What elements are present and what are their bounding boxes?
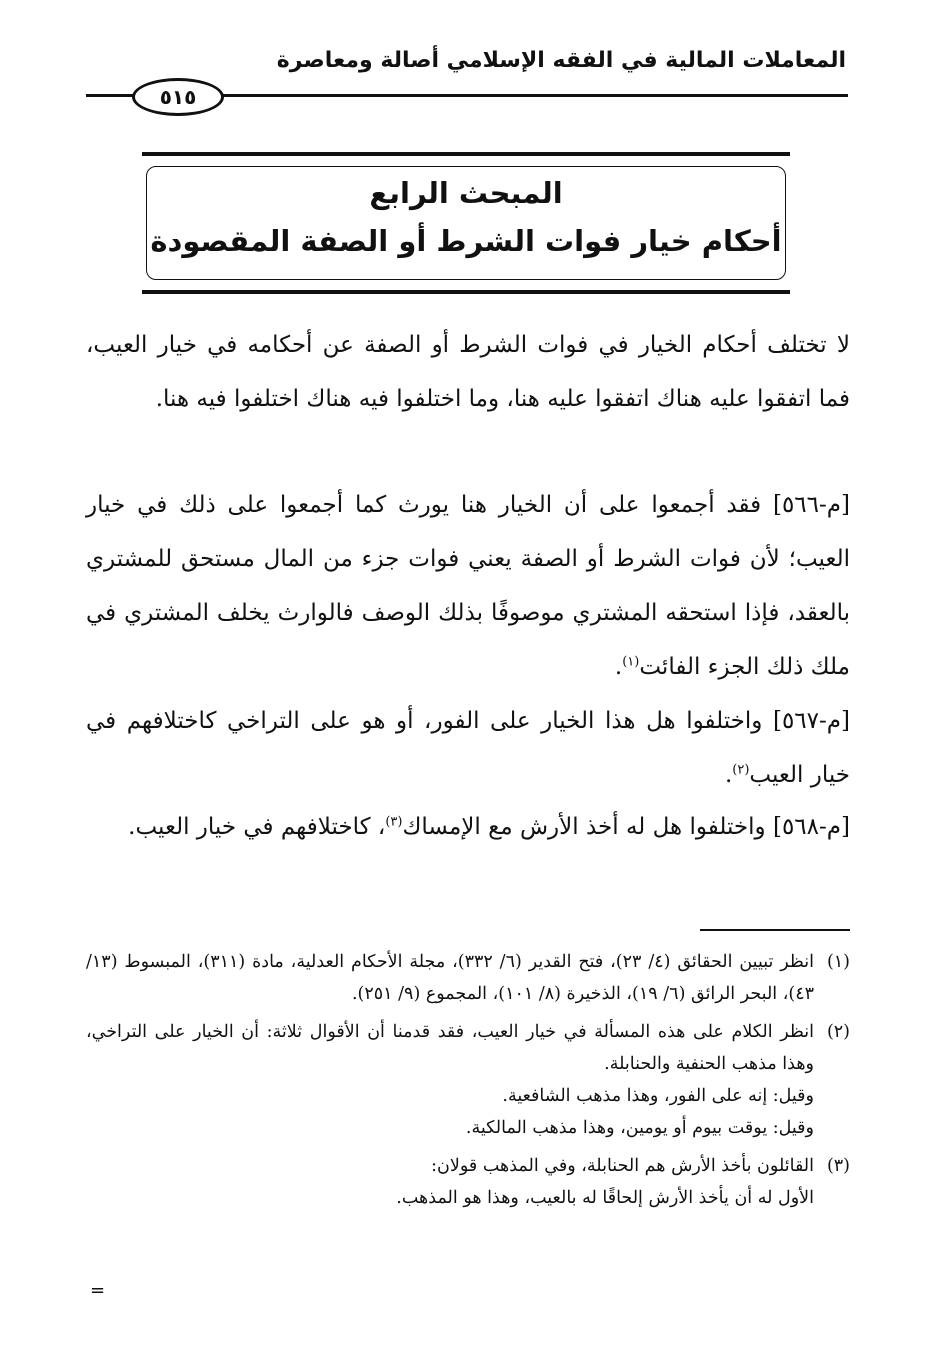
title-box-top-rule (142, 152, 790, 156)
paragraph-body (86, 800, 850, 854)
footnote-separator (700, 929, 850, 931)
footnote-text: وقيل: يوقت بيوم أو يومين، وهذا مذهب المالكية. (465, 1118, 814, 1138)
continuation-mark: = (90, 1280, 106, 1301)
footnote-3 (86, 1150, 850, 1214)
page-number-badge (132, 78, 224, 116)
paragraph-text: ، كاختلافهم في خيار العيب. (128, 814, 386, 840)
paragraph-end: . (614, 654, 623, 680)
paragraph-body (86, 478, 850, 694)
running-header-title: المعاملات المالية في الفقه الإسلامي أصالة ومعاصرة (276, 48, 846, 73)
section-subheading: أحكام خيار فوات الشرط أو الصفة المقصودة (150, 224, 782, 258)
footnote-text: الأول له أن يأخذ الأرش إلحاقًا له بالعيب، وهذا هو المذهب. (396, 1188, 814, 1208)
title-box-bottom-rule (142, 290, 790, 294)
footnote-number: (١) (826, 952, 850, 972)
footnote-text: القائلون بأخذ الأرش هم الحنابلة، وفي المذهب قولان: (431, 1156, 814, 1176)
paragraph-4 (86, 800, 850, 854)
paragraph-body (86, 694, 850, 802)
footnote-ref-1[interactable]: (١) (622, 654, 640, 670)
footnote-number: (٣) (826, 1156, 850, 1176)
footnote-1 (86, 946, 850, 1010)
paragraph-text: [م-٥٦٦] فقد أجمعوا على أن الخيار هنا يورث كما أجمعوا على ذلك في خيار العيب؛ لأن فوات الشرط أو الصفة يعني فوات جزء من المال مستحق للمشتري بالعقد، فإذا استحقه المشتري موصوفًا بذلك الوصف فالوارث يخلف المشتري في ملك ذلك الجزء الفائت (86, 492, 850, 680)
footnote-ref-3[interactable]: (٣) (385, 814, 403, 830)
footnote-text: انظر تبيين الحقائق (٤/ ٢٣)، فتح القدير (٦/ ٣٣٢)، مجلة الأحكام العدلية، مادة (٣١١)، المبسوط (١٣/ ٤٣)، البحر الرائق (٦/ ١٩)، الذخيرة (٨/ ١٠١)، المجموع (٩/ ٢٥١). (86, 952, 815, 1004)
section-title-box (142, 152, 790, 294)
paragraph-1 (86, 318, 850, 426)
paragraph-text: لا تختلف أحكام الخيار في فوات الشرط أو الصفة عن أحكامه في خيار العيب، فما اتفقوا عليه هناك اتفقوا عليه هنا، وما اختلفوا فيه هناك اختلفوا فيه هنا. (86, 332, 850, 412)
footnote-2 (86, 1016, 850, 1144)
footnote-text: انظر الكلام على هذه المسألة في خيار العيب، فقد قدمنا أن الأقوال ثلاثة: أن الخيار على التراخي، وهذا مذهب الحنفية والحنابلة. (86, 1022, 814, 1074)
page-number: ٥١٥ (159, 85, 197, 109)
footnote-text: وقيل: إنه على الفور، وهذا مذهب الشافعية. (502, 1086, 814, 1106)
paragraph-text: [م-٥٦٨] واختلفوا هل له أخذ الأرش مع الإمساك (402, 814, 850, 840)
paragraph-end: . (724, 762, 733, 788)
paragraph-text: [م-٥٦٧] واختلفوا هل هذا الخيار على الفور، أو هو على التراخي كاختلافهم في خيار العيب (86, 708, 850, 788)
paragraph-3 (86, 694, 850, 802)
paragraph-2 (86, 478, 850, 694)
footnote-number: (٢) (826, 1022, 850, 1042)
footnotes (86, 946, 850, 1214)
footnote-ref-2[interactable]: (٢) (732, 762, 750, 778)
section-heading: المبحث الرابع (369, 176, 563, 210)
